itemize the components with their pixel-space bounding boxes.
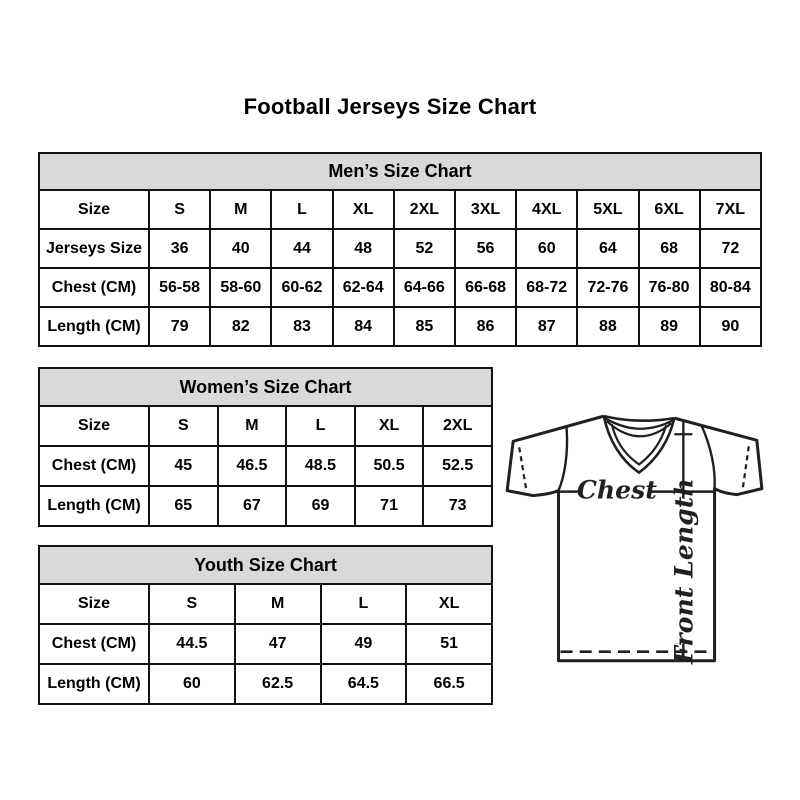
data-cell: 2XL <box>423 406 492 446</box>
data-cell: 64 <box>577 229 638 268</box>
jersey-diagram-svg <box>488 398 780 690</box>
data-cell: M <box>235 584 321 624</box>
table-row <box>39 624 492 664</box>
data-cell: 40 <box>210 229 271 268</box>
data-cell: 52.5 <box>423 446 492 486</box>
jersey-measurement-diagram <box>488 398 780 690</box>
table-header-cell: Men’s Size Chart <box>39 153 761 190</box>
row-label-cell: Size <box>39 406 149 446</box>
data-cell: 58-60 <box>210 268 271 307</box>
data-cell: 86 <box>455 307 516 346</box>
data-cell: 82 <box>210 307 271 346</box>
front-length-label: Front Length <box>668 478 699 664</box>
row-label-cell: Chest (CM) <box>39 624 149 664</box>
data-cell: 4XL <box>516 190 577 229</box>
row-label-cell: Length (CM) <box>39 664 149 704</box>
data-cell: 56-58 <box>149 268 210 307</box>
data-cell: 49 <box>321 624 407 664</box>
table-row <box>39 229 761 268</box>
data-cell: 2XL <box>394 190 455 229</box>
data-cell: XL <box>333 190 394 229</box>
data-cell: 79 <box>149 307 210 346</box>
data-cell: 88 <box>577 307 638 346</box>
data-cell: 69 <box>286 486 355 526</box>
data-cell: 45 <box>149 446 218 486</box>
data-cell: 71 <box>355 486 424 526</box>
data-cell: 66.5 <box>406 664 492 704</box>
data-cell: 60-62 <box>271 268 332 307</box>
data-cell: 68-72 <box>516 268 577 307</box>
youth-size-table <box>38 545 493 705</box>
data-cell: 87 <box>516 307 577 346</box>
data-cell: 51 <box>406 624 492 664</box>
data-cell: M <box>210 190 271 229</box>
table-row <box>39 190 761 229</box>
data-cell: XL <box>406 584 492 624</box>
data-cell: 66-68 <box>455 268 516 307</box>
data-cell: 6XL <box>639 190 700 229</box>
data-cell: 48.5 <box>286 446 355 486</box>
data-cell: 72 <box>700 229 761 268</box>
table-row <box>39 486 492 526</box>
data-cell: 62.5 <box>235 664 321 704</box>
data-cell: 36 <box>149 229 210 268</box>
table-row <box>39 446 492 486</box>
data-cell: 72-76 <box>577 268 638 307</box>
womens-size-table <box>38 367 493 527</box>
table-header-cell: Women’s Size Chart <box>39 368 492 406</box>
data-cell: S <box>149 190 210 229</box>
data-cell: 52 <box>394 229 455 268</box>
table-header-row <box>39 546 492 584</box>
data-cell: 67 <box>218 486 287 526</box>
data-cell: 65 <box>149 486 218 526</box>
data-cell: M <box>218 406 287 446</box>
chest-label: Chest <box>576 474 657 505</box>
row-label-cell: Length (CM) <box>39 486 149 526</box>
data-cell: 5XL <box>577 190 638 229</box>
data-cell: 44.5 <box>149 624 235 664</box>
data-cell: 56 <box>455 229 516 268</box>
data-cell: 64.5 <box>321 664 407 704</box>
table-row <box>39 584 492 624</box>
table-header-row <box>39 153 761 190</box>
row-label-cell: Size <box>39 190 149 229</box>
data-cell: 47 <box>235 624 321 664</box>
data-cell: 44 <box>271 229 332 268</box>
row-label-cell: Chest (CM) <box>39 446 149 486</box>
data-cell: 83 <box>271 307 332 346</box>
row-label-cell: Jerseys Size <box>39 229 149 268</box>
data-cell: 90 <box>700 307 761 346</box>
mens-size-table <box>38 152 762 347</box>
data-cell: 89 <box>639 307 700 346</box>
data-cell: 60 <box>516 229 577 268</box>
data-cell: L <box>321 584 407 624</box>
data-cell: 85 <box>394 307 455 346</box>
data-cell: 84 <box>333 307 394 346</box>
table-header-cell: Youth Size Chart <box>39 546 492 584</box>
data-cell: 48 <box>333 229 394 268</box>
table-row <box>39 268 761 307</box>
row-label-cell: Size <box>39 584 149 624</box>
data-cell: XL <box>355 406 424 446</box>
data-cell: 60 <box>149 664 235 704</box>
data-cell: 68 <box>639 229 700 268</box>
page-title: Football Jerseys Size Chart <box>243 94 537 119</box>
data-cell: 80-84 <box>700 268 761 307</box>
data-cell: 50.5 <box>355 446 424 486</box>
data-cell: 62-64 <box>333 268 394 307</box>
jersey-outline <box>507 416 762 661</box>
data-cell: 7XL <box>700 190 761 229</box>
data-cell: S <box>149 584 235 624</box>
data-cell: L <box>286 406 355 446</box>
table-row <box>39 664 492 704</box>
data-cell: 76-80 <box>639 268 700 307</box>
row-label-cell: Length (CM) <box>39 307 149 346</box>
data-cell: 3XL <box>455 190 516 229</box>
data-cell: L <box>271 190 332 229</box>
data-cell: 73 <box>423 486 492 526</box>
table-header-row <box>39 368 492 406</box>
data-cell: S <box>149 406 218 446</box>
row-label-cell: Chest (CM) <box>39 268 149 307</box>
table-row <box>39 307 761 346</box>
data-cell: 46.5 <box>218 446 287 486</box>
data-cell: 64-66 <box>394 268 455 307</box>
table-row <box>39 406 492 446</box>
